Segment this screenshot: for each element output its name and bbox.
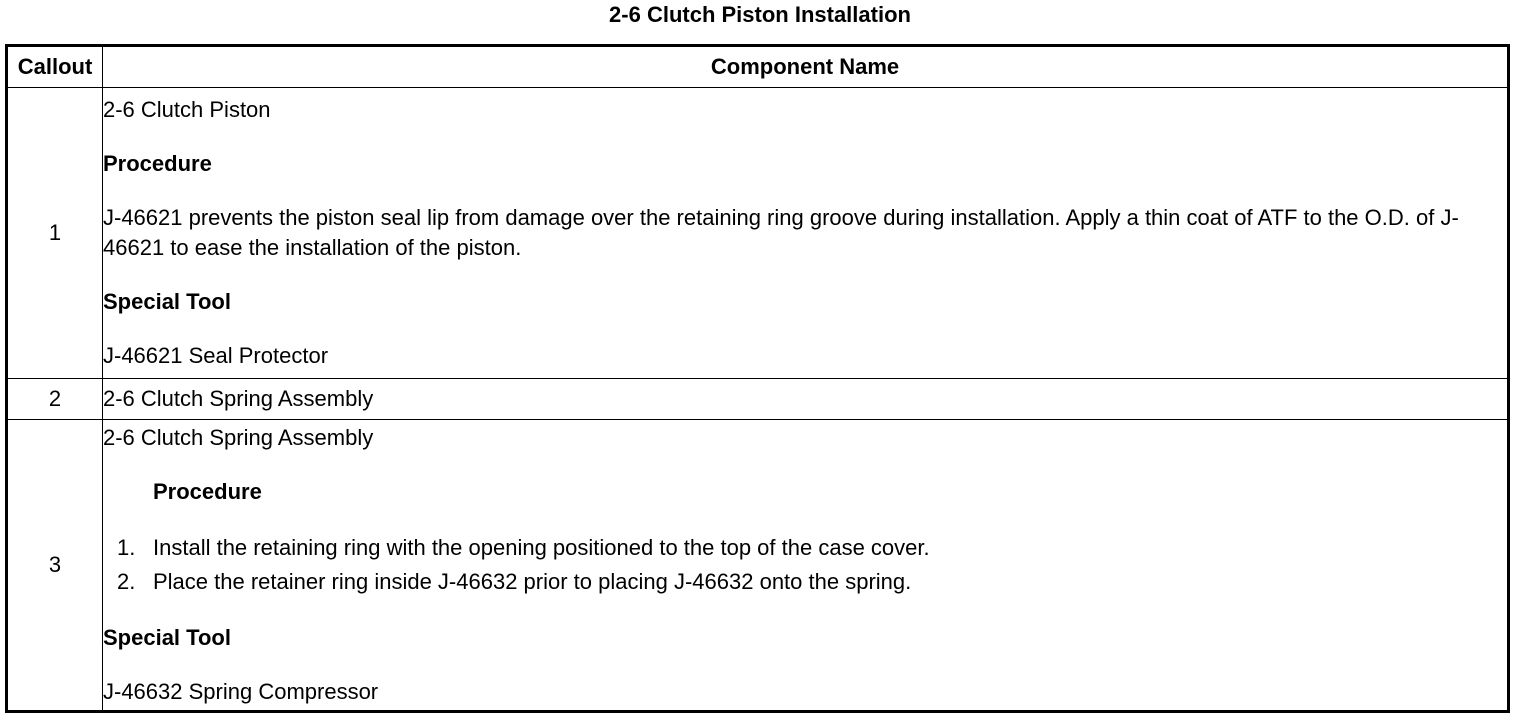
procedure-steps (103, 531, 1507, 599)
special-tool-name: J-46632 Spring Compressor (103, 679, 379, 704)
component-name: 2-6 Clutch Spring Assembly (103, 425, 374, 450)
procedure-text: J-46621 prevents the piston seal lip from damage over the retaining ring groove during installation. Apply a thin coat of ATF to the O.D. of J-46621 to ease the installation of the piston. (103, 205, 1459, 260)
component-name: 2-6 Clutch Piston (103, 97, 271, 122)
procedure-step (117, 565, 1507, 599)
step-text: Place the retainer ring inside J-46632 prior to placing J-46632 onto the spring. (153, 569, 912, 594)
table-row (7, 379, 1509, 420)
component-cell (103, 379, 1509, 420)
table-row (7, 420, 1509, 712)
component-name: 2-6 Clutch Spring Assembly (103, 386, 374, 411)
component-cell (103, 420, 1509, 712)
procedure-step (117, 531, 1507, 565)
procedure-heading: Procedure (153, 479, 262, 504)
component-column-header: Component Name (103, 46, 1509, 88)
special-tool-name: J-46621 Seal Protector (103, 343, 329, 368)
callout-number: 2 (7, 379, 103, 420)
table-row (7, 88, 1509, 379)
special-tool-heading: Special Tool (103, 289, 231, 314)
component-table (5, 44, 1510, 713)
table-header-row (7, 46, 1509, 88)
procedure-heading: Procedure (103, 151, 212, 176)
component-cell (103, 88, 1509, 379)
step-number: 2. (117, 569, 136, 594)
callout-number: 3 (7, 420, 103, 712)
special-tool-heading: Special Tool (103, 625, 231, 650)
step-text: Install the retaining ring with the opening positioned to the top of the case cover. (153, 535, 930, 560)
page-title: 2-6 Clutch Piston Installation (609, 2, 911, 27)
callout-number: 1 (7, 88, 103, 379)
callout-column-header: Callout (7, 46, 103, 88)
step-number: 1. (117, 535, 136, 560)
